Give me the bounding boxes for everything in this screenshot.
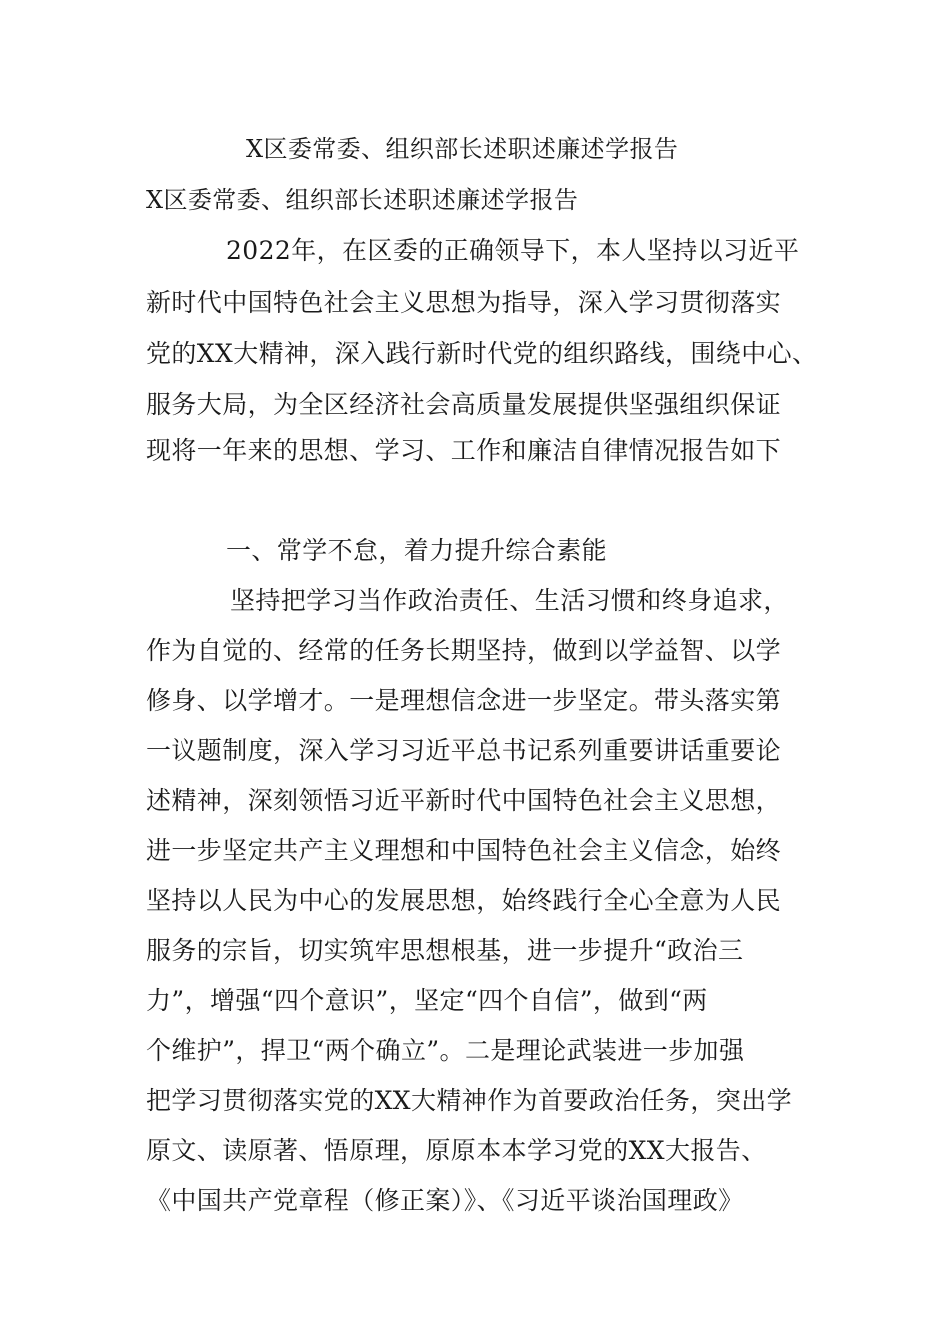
section-heading: 一、常学不怠，着力提升综合素能 — [226, 536, 608, 565]
section-line-5: 述精神，深刻领悟习近平新时代中国特色社会主义思想， — [146, 786, 782, 815]
section-line-9: 力”，增强“四个意识”，坚定“四个自信”，做到“两 — [146, 986, 708, 1015]
intro-line-5: 现将一年来的思想、学习、工作和廉洁自律情况报告如下 — [146, 436, 782, 465]
section-line-7: 坚持以人民为中心的发展思想，始终践行全心全意为人民 — [146, 886, 782, 915]
intro-line-1: 2022年，在区委的正确领导下，本人坚持以习近平 — [226, 236, 800, 265]
intro-line-3: 党的XX大精神，深入践行新时代党的组织路线，围绕中心、 — [146, 339, 818, 368]
section-line-4: 一议题制度，深入学习习近平总书记系列重要讲话重要论 — [146, 736, 782, 765]
intro-line-2: 新时代中国特色社会主义思想为指导，深入学习贯彻落实 — [146, 288, 782, 317]
section-line-6: 进一步坚定共产主义理想和中国特色社会主义信念，始终 — [146, 836, 782, 865]
section-line-12: 原文、读原著、悟原理，原原本本学习党的XX大报告、 — [146, 1136, 767, 1165]
section-line-1: 坚持把学习当作政治责任、生活习惯和终身追求， — [230, 586, 789, 615]
section-line-3: 修身、以学增才。一是理想信念进一步坚定。带头落实第 — [146, 686, 782, 715]
document-title: X区委常委、组织部长述职述廉述学报告 — [246, 135, 679, 163]
section-line-11: 把学习贯彻落实党的XX大精神作为首要政治任务，突出学 — [146, 1086, 792, 1115]
document-subtitle: X区委常委、组织部长述职述廉述学报告 — [146, 186, 579, 214]
intro-line-4: 服务大局，为全区经济社会高质量发展提供坚强组织保证 — [146, 390, 782, 419]
section-line-2: 作为自觉的、经常的任务长期坚持，做到以学益智、以学 — [146, 636, 782, 665]
section-line-10: 个维护”，捍卫“两个确立”。二是理论武装进一步加强 — [146, 1036, 745, 1065]
section-line-8: 服务的宗旨，切实筑牢思想根基，进一步提升“政治三 — [146, 936, 744, 965]
section-line-13: 《中国共产党章程（修正案）》、《习近平谈治国理政》 — [146, 1186, 744, 1215]
